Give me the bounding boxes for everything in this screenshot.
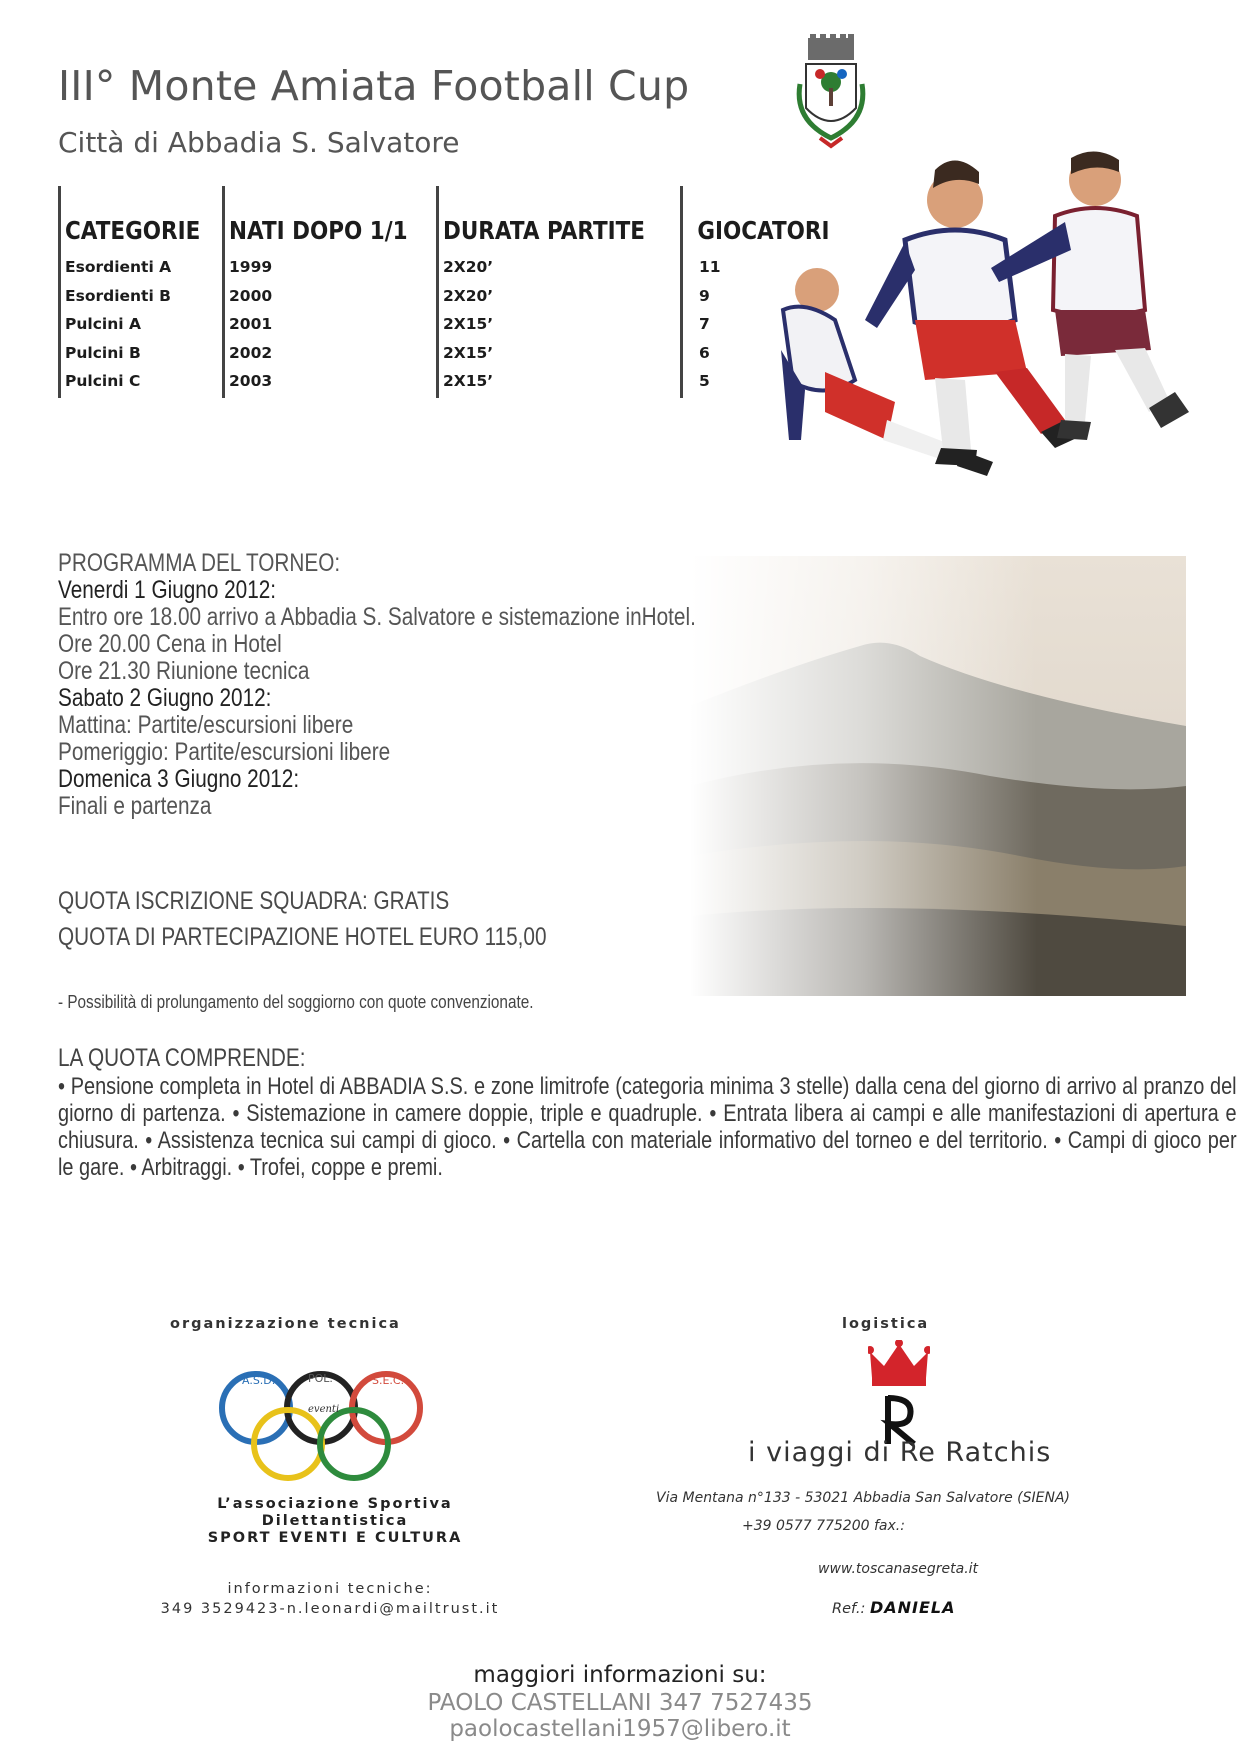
table-cell: 2001	[229, 315, 273, 333]
table-column-nati	[222, 186, 422, 398]
table-cell: Esordienti B	[65, 286, 171, 305]
team-fee: QUOTA ISCRIZIONE SQUADRA: GRATIS	[58, 887, 450, 915]
re-ratchis-crown-logo	[868, 1340, 930, 1450]
more-info-contact: PAOLO CASTELLANI 347 7527435	[427, 1690, 813, 1716]
program-line: Entro ore 18.00 arrivo a Abbadia S. Salvatore e sistemazione inHotel.	[58, 603, 696, 631]
logistics-brand: i viaggi di Re Ratchis	[748, 1437, 1052, 1468]
hotel-fee: QUOTA DI PARTECIPAZIONE HOTEL EURO 115,00	[58, 923, 547, 951]
ref-name: DANIELA	[869, 1598, 956, 1617]
column-header: CATEGORIE	[65, 216, 201, 245]
includes-text: • Pensione completa in Hotel di ABBADIA S.S. e zone limitrofe (categoria minima 3 stelle) dalla cena del giorno di arrivo al pranzo del giorno di partenza. • Sistemazione in camere doppie, triple e quadruple. • Entrata libera ai campi e alle manifestazioni di apertura e chiusura. • Assistenza tecnica sui campi di gioco. • Cartella con materiale informativo del torneo e del territorio. • Campi di gioco per le gare. • Arbitraggi. • Trofei, coppe e premi.	[58, 1073, 1237, 1181]
table-cell: 2X15’	[443, 372, 494, 390]
logistics-label: logistica	[842, 1316, 930, 1332]
technical-info-contact: 349 3529423-n.leonardi@mailtrust.it	[160, 1601, 500, 1617]
logistics-address: Via Mentana n°133 - 53021 Abbadia San Salvatore (SIENA)	[656, 1490, 1071, 1506]
association-line: Dilettantistica	[261, 1513, 409, 1529]
program-line: Ore 20.00 Cena in Hotel	[58, 630, 282, 658]
program-day: Sabato 2 Giugno 2012:	[58, 684, 272, 712]
mountain-landscape-photo	[690, 556, 1186, 996]
table-cell: 1999	[229, 258, 273, 276]
column-header: GIOCATORI	[697, 216, 830, 245]
ref-label: Ref.:	[832, 1601, 866, 1617]
organization-label: organizzazione tecnica	[170, 1316, 401, 1332]
column-header: NATI DOPO 1/1	[229, 216, 408, 245]
program-line: Pomeriggio: Partite/escursioni libere	[58, 738, 391, 766]
program-line: Mattina: Partite/escursioni libere	[58, 711, 354, 739]
table-cell: 2X20’	[443, 286, 494, 305]
table-column-categorie	[58, 186, 208, 398]
association-line: SPORT EVENTI E CULTURA	[207, 1530, 463, 1546]
town-crest-emblem	[790, 34, 872, 162]
stay-extension-note: - Possibilità di prolungamento del soggiorno con quote convenzionate.	[58, 992, 534, 1012]
table-cell: Pulcini B	[65, 343, 141, 362]
table-cell: 2X20’	[443, 258, 494, 276]
table-cell: 6	[699, 343, 710, 362]
technical-info-label: informazioni tecniche:	[227, 1581, 433, 1597]
more-info-email[interactable]: paolocastellani1957@libero.it	[449, 1716, 791, 1742]
table-cell: Pulcini C	[65, 372, 141, 390]
table-cell: Pulcini A	[65, 315, 141, 333]
logo-text: A.S.D.	[242, 1374, 276, 1387]
table-cell: 2000	[229, 286, 273, 305]
table-cell: 2X15’	[443, 343, 494, 362]
table-cell: 5	[699, 372, 710, 390]
column-header: DURATA PARTITE	[443, 216, 645, 245]
program-line: Finali e partenza	[58, 792, 212, 820]
tournament-program	[58, 550, 696, 820]
table-cell: 2X15’	[443, 315, 494, 333]
program-day: Domenica 3 Giugno 2012:	[58, 765, 300, 793]
table-cell: 9	[699, 286, 710, 305]
program-day: Venerdi 1 Giugno 2012:	[58, 576, 277, 604]
table-cell: Esordienti A	[65, 258, 172, 276]
more-info-heading: maggiori informazioni su:	[473, 1662, 767, 1688]
table-cell: 2002	[229, 343, 273, 362]
logistics-website[interactable]: www.toscanasegreta.it	[818, 1561, 979, 1577]
association-line: L’associazione Sportiva	[217, 1496, 453, 1512]
table-column-durata	[436, 186, 666, 398]
table-cell: 11	[699, 258, 721, 276]
logo-text: S.E.C.	[372, 1374, 405, 1387]
logistics-phone: +39 0577 775200 fax.:	[742, 1518, 905, 1534]
program-line: Ore 21.30 Riunione tecnica	[58, 657, 310, 685]
document-subtitle: Città di Abbadia S. Salvatore	[58, 126, 460, 159]
football-players-photo	[765, 150, 1205, 500]
logo-text: eventi	[308, 1404, 340, 1415]
logo-text: POL.	[308, 1372, 333, 1385]
includes-heading: LA QUOTA COMPRENDE:	[58, 1044, 306, 1072]
logistics-reference	[832, 1598, 955, 1617]
document-title: III° Monte Amiata Football Cup	[58, 62, 690, 110]
program-heading: PROGRAMMA DEL TORNEO:	[58, 549, 341, 577]
sport-eventi-rings-logo	[216, 1360, 426, 1485]
table-cell: 2003	[229, 372, 273, 390]
table-cell: 7	[699, 315, 710, 333]
